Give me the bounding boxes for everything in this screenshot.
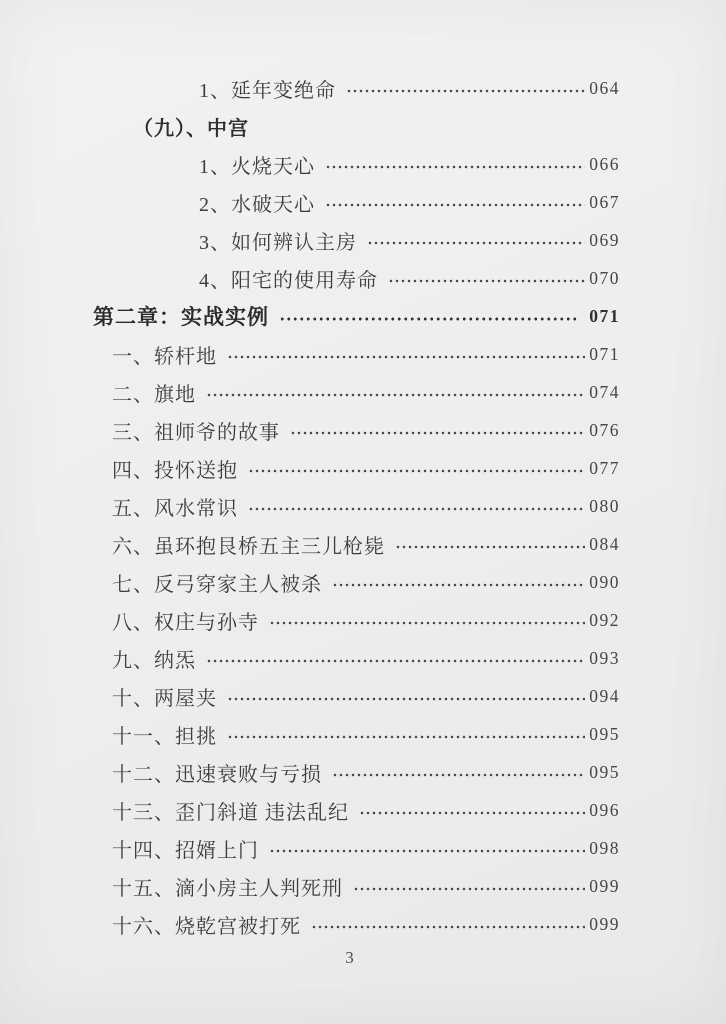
toc-entry-page: 074 (589, 381, 620, 402)
dot-leader (325, 203, 585, 207)
dot-leader (388, 279, 585, 283)
toc-entry-label: 十一、担挑 (112, 725, 217, 748)
toc-entry-page: 095 (589, 723, 620, 744)
toc-entry-label: 1、火烧天心 (199, 155, 315, 178)
toc-entry-label: 六、虽环抱艮桥五主三儿枪毙 (112, 535, 385, 558)
toc-entry-page: 066 (589, 153, 620, 174)
toc-entry-label: 十三、歪门斜道 违法乱纪 (112, 801, 349, 824)
toc-entry-page: 094 (589, 685, 620, 706)
toc-entry-page: 071 (589, 305, 620, 326)
toc-entry-page: 095 (589, 761, 620, 782)
toc-entry (0, 639, 726, 677)
toc-entry (0, 563, 726, 601)
toc-chapter-heading (0, 297, 726, 335)
dot-leader (353, 887, 585, 891)
toc-entry-page: 067 (589, 191, 620, 212)
toc-entry (0, 791, 726, 829)
toc-entry (0, 221, 726, 259)
dot-leader (227, 735, 585, 739)
toc-entry-label: 十四、招婿上门 (112, 839, 259, 862)
toc-entry (0, 373, 726, 411)
dot-leader (395, 545, 585, 549)
toc-entry-page: 077 (589, 457, 620, 478)
dot-leader (206, 659, 585, 663)
toc-entry-label: 二、旗地 (112, 383, 196, 406)
toc-entry (0, 259, 726, 297)
dot-leader (367, 241, 585, 245)
toc-entry-label: 十五、滴小房主人判死刑 (112, 877, 343, 900)
page-number: 3 (345, 948, 355, 967)
toc-entry-label: 三、祖师爷的故事 (112, 421, 280, 444)
toc-entry (0, 829, 726, 867)
dot-leader (248, 469, 585, 473)
dot-leader (332, 773, 585, 777)
dot-leader (269, 849, 585, 853)
toc-entry-page: 092 (589, 609, 620, 630)
toc-entry (0, 183, 726, 221)
toc-entry-page: 076 (589, 419, 620, 440)
toc-entry-page: 064 (589, 77, 620, 98)
toc-entry-label: 九、纳炁 (112, 649, 196, 672)
toc-entry (0, 753, 726, 791)
toc-entry-label: 七、反弓穿家主人被杀 (112, 573, 322, 596)
toc-entry-label: 十二、迅速衰败与亏损 (112, 763, 322, 786)
toc-entry-label: 4、阳宅的使用寿命 (199, 269, 378, 292)
toc-entry (0, 905, 726, 943)
dot-leader (279, 317, 579, 321)
dot-leader (227, 355, 585, 359)
toc-entry (0, 487, 726, 525)
toc-section-heading (0, 107, 726, 145)
toc-entry-label: 3、如何辨认主房 (199, 231, 357, 254)
toc-entry-label: 五、风水常识 (112, 497, 238, 520)
toc-entry-label: 十、两屋夹 (112, 687, 217, 710)
toc-entry (0, 525, 726, 563)
toc-entry (0, 335, 726, 373)
toc-entry-label: 八、权庄与孙寺 (112, 611, 259, 634)
dot-leader (311, 925, 585, 929)
toc-entry-page: 080 (589, 495, 620, 516)
toc-entry-label: 第二章：实战实例 (93, 305, 269, 329)
dot-leader (227, 697, 585, 701)
dot-leader (290, 431, 585, 435)
dot-leader (332, 583, 585, 587)
toc-entry (0, 867, 726, 905)
toc-entry (0, 449, 726, 487)
toc-entry (0, 69, 726, 107)
toc-entry-page: 084 (589, 533, 620, 554)
toc-entry (0, 411, 726, 449)
dot-leader (346, 89, 585, 93)
toc-entry-page: 069 (589, 229, 620, 250)
toc-entry-page: 093 (589, 647, 620, 668)
toc-entry-label: 四、投怀送抱 (112, 459, 238, 482)
toc-entry-page: 098 (589, 837, 620, 858)
toc-entry-label: 2、水破天心 (199, 193, 315, 216)
toc-entry-page: 096 (589, 799, 620, 820)
toc-entry-label: （九）、中宫 (133, 117, 249, 140)
toc-entry-label: 1、延年变绝命 (199, 79, 336, 102)
dot-leader (248, 507, 585, 511)
toc-entry-page: 090 (589, 571, 620, 592)
toc-entry-label: 一、轿杆地 (112, 345, 217, 368)
toc-entry-page: 070 (589, 267, 620, 288)
toc-entry (0, 601, 726, 639)
toc-entry-page: 099 (589, 913, 620, 934)
toc-entry (0, 715, 726, 753)
toc-entry-page: 071 (589, 343, 620, 364)
dot-leader (325, 165, 585, 169)
dot-leader (206, 393, 585, 397)
dot-leader (269, 621, 585, 625)
table-of-contents (0, 69, 726, 943)
dot-leader (359, 811, 585, 815)
toc-entry-label: 十六、烧乾宫被打死 (112, 915, 301, 938)
toc-entry (0, 145, 726, 183)
toc-entry (0, 677, 726, 715)
toc-entry-page: 099 (589, 875, 620, 896)
